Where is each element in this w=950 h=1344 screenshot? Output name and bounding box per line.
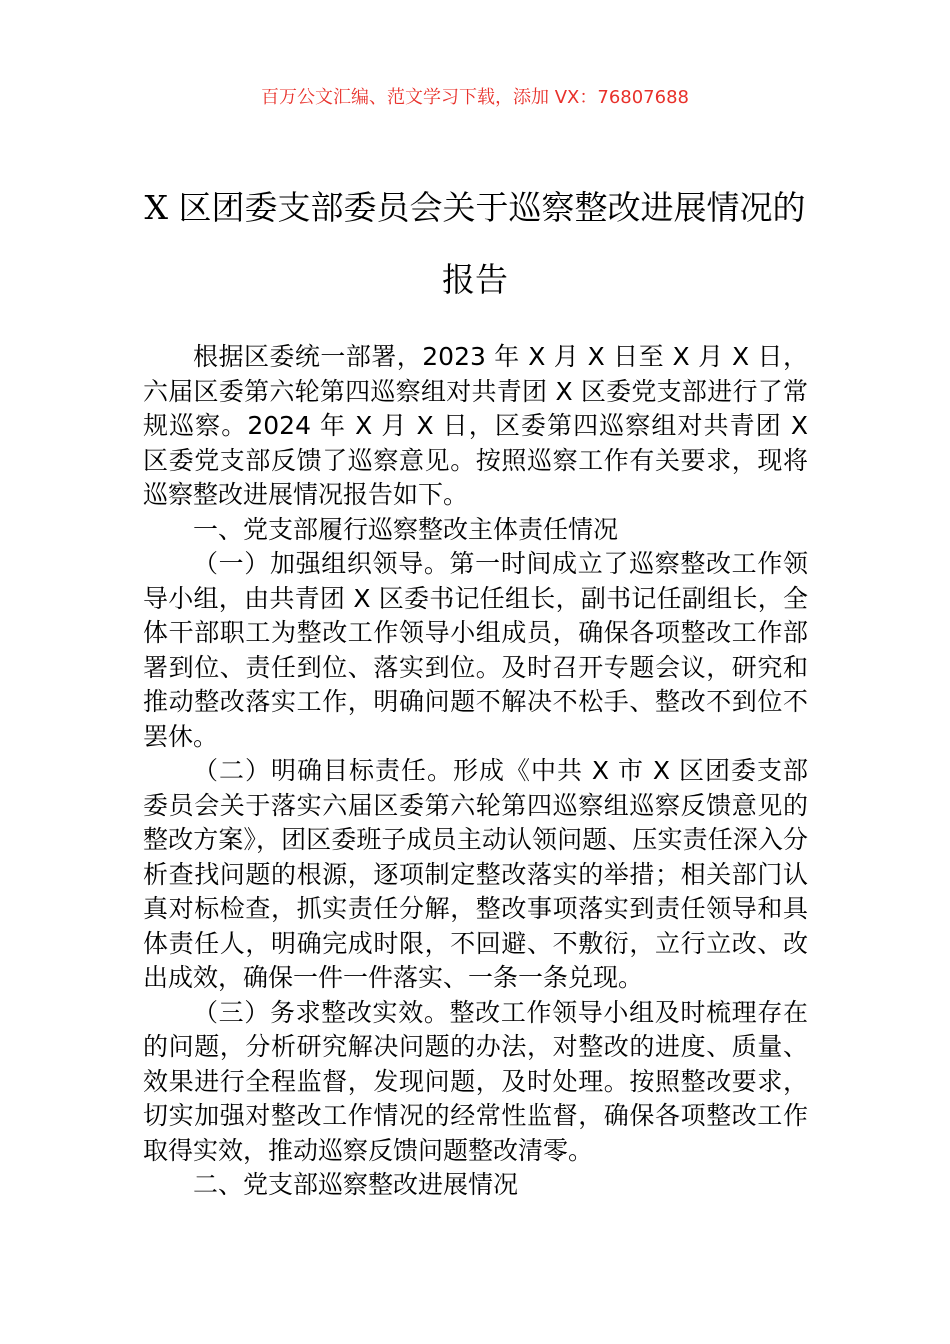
- section-heading-2: 二、党支部巡察整改进展情况: [193, 1170, 519, 1199]
- paragraph-organization: （一）加强组织领导。第一时间成立了巡察整改工作领导小组，由共青团 X 区委书记任组长，副书记任副组长，全体干部职工为整改工作领导小组成员，确保各项整改工作部署到位、责任到位、落实到位。及时召开专题会议，研究和推动整改落实工作，明确问题不解决不松手、整改不到位不罢休。: [143, 549, 808, 751]
- document-body: [143, 340, 808, 1203]
- paragraph-responsibility: （二）明确目标责任。形成《中共 X 市 X 区团委支部委员会关于落实六届区委第六轮第四巡察组巡察反馈意见的整改方案》，团区委班子成员主动认领问题、压实责任深入分析查找问题的根源，逐项制定整改落实的举措；相关部门认真对标检查，抓实责任分解，整改事项落实到责任领导和具体责任人，明确完成时限，不回避、不敷衍，立行立改、改出成效，确保一件一件落实、一条一条兑现。: [143, 756, 808, 992]
- paragraph-intro: 根据区委统一部署，2023 年 X 月 X 日至 X 月 X 日，六届区委第六轮第四巡察组对共青团 X 区委党支部进行了常规巡察。2024 年 X 月 X 日，区委第四巡察组对共青团 X 区委党支部反馈了巡察意见。按照巡察工作有关要求，现将巡察整改进展情况报告如下。: [143, 342, 808, 509]
- section-heading-1: 一、党支部履行巡察整改主体责任情况: [193, 514, 619, 544]
- document-title: X 区团委支部委员会关于巡察整改进展情况的报告: [144, 188, 806, 299]
- header-note: 百万公文汇编、范文学习下载，添加 VX：76807688: [261, 87, 689, 108]
- paragraph-effectiveness: （三）务求整改实效。整改工作领导小组及时梳理存在的问题，分析研究解决问题的办法，对整改的进度、质量、效果进行全程监督，发现问题，及时处理。按照整改要求，切实加强对整改工作情况的经常性监督，确保各项整改工作取得实效，推动巡察反馈问题整改清零。: [143, 997, 808, 1165]
